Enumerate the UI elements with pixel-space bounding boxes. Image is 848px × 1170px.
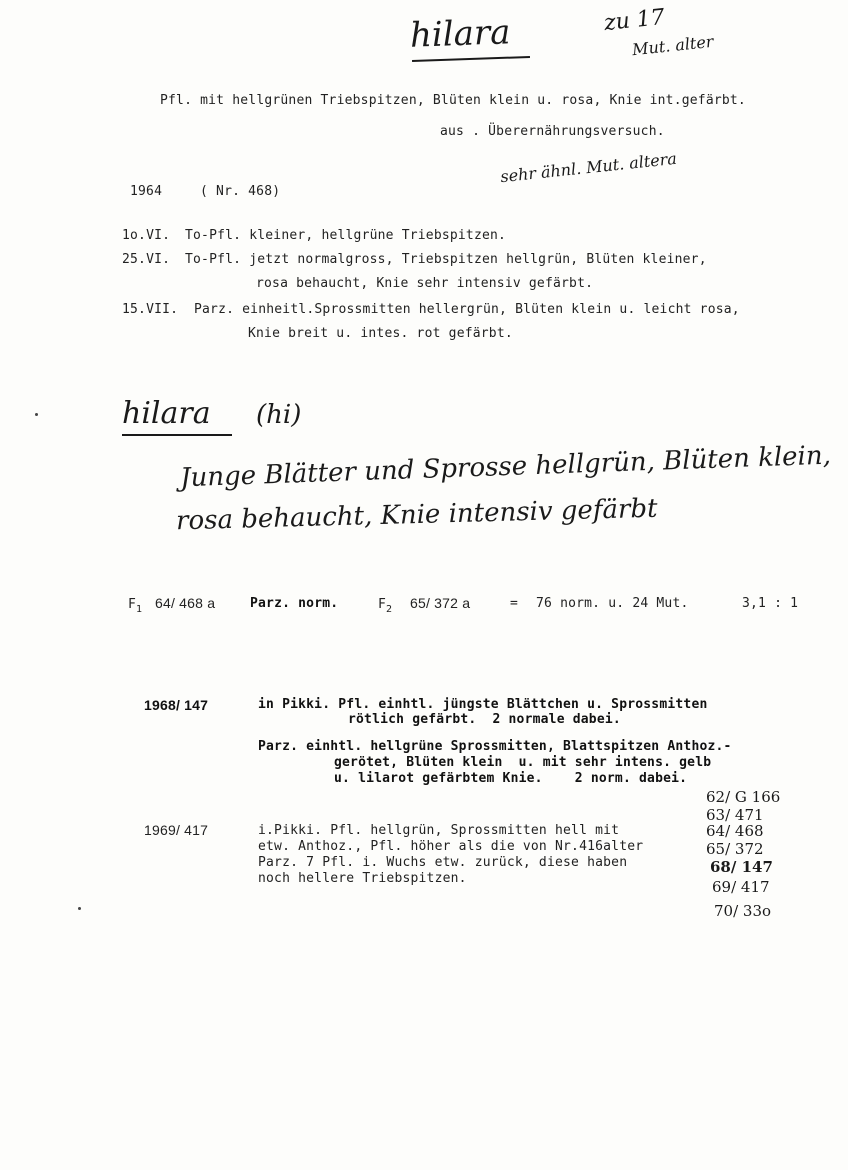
entry-id-1969: 1969/ 417 (144, 822, 209, 838)
year-1964: 1964 (130, 184, 163, 199)
entry-1969-line-4: noch hellere Triebspitzen. (258, 871, 467, 886)
handwritten-heading: hilara (122, 396, 211, 431)
f2-value: 65/ 372 a (410, 595, 471, 611)
f1-result: Parz. norm. (250, 596, 339, 611)
f2-result: 76 norm. u. 24 Mut. (536, 596, 689, 611)
f1-value: 64/ 468 a (155, 595, 216, 611)
entry-date: 15.VII. (122, 302, 179, 317)
handwritten-note-zu-17: zu 17 (602, 4, 666, 37)
description-line-1: Pfl. mit hellgrünen Triebspitzen, Blüten klein u. rosa, Knie int.gefärbt. (160, 93, 746, 108)
entry-id-1968: 1968/ 147 (144, 697, 209, 713)
heading-underline (122, 434, 232, 436)
margin-mark (35, 413, 38, 416)
margin-mark (78, 907, 81, 910)
reference-item: 68/ 147 (710, 858, 773, 876)
entry-text: rosa behaucht, Knie sehr intensiv gefärbt. (256, 276, 594, 291)
reference-item: 70/ 33o (714, 902, 772, 920)
handwritten-line-2: rosa behaucht, Knie intensiv gefärbt (175, 493, 658, 537)
handwritten-title: hilara (409, 12, 512, 56)
reference-item: 69/ 417 (712, 878, 770, 896)
entry-date: 1o.VI. (122, 228, 171, 243)
entry-1968-line-5: u. lilarot gefärbtem Knie. 2 norm. dabei. (334, 771, 688, 786)
entry-1968-line-1: in Pikki. Pfl. einhtl. jüngste Blättchen u. Sprossmitten (258, 697, 708, 712)
reference-item: 63/ 471 (706, 806, 764, 824)
f1-label: $F_1$ (128, 597, 143, 615)
reference-item: 62/ G 166 (706, 788, 781, 806)
entry-1968-line-2: rötlich gefärbt. 2 normale dabei. (348, 712, 621, 727)
entry-text: Parz. einheitl.Sprossmitten hellergrün, Blüten klein u. leicht rosa, (194, 302, 740, 317)
equals-sign: = (510, 596, 519, 611)
title-underline (412, 56, 530, 62)
description-line-2: aus . Überernährungsversuch. (440, 124, 665, 139)
entry-1969-line-1: i.Pikki. Pfl. hellgrün, Sprossmitten hell mit (258, 823, 620, 838)
ratio: 3,1 : 1 (742, 596, 799, 611)
f2-label: $F_2$ (378, 597, 393, 615)
entry-1968-line-3: Parz. einhtl. hellgrüne Sprossmitten, Blattspitzen Anthoz.- (258, 739, 732, 754)
nr-468: ( Nr. 468) (200, 184, 281, 199)
entry-1968-line-4: gerötet, Blüten klein u. mit sehr intens. gelb (334, 755, 712, 770)
reference-item: 65/ 372 (706, 840, 764, 858)
handwritten-abbr: (hi) (256, 400, 302, 430)
handwritten-note-similar: sehr ähnl. Mut. altera (499, 148, 678, 187)
entry-text: To-Pfl. jetzt normalgross, Triebspitzen hellgrün, Blüten kleiner, (185, 252, 707, 267)
handwritten-note-mut-alter: Mut. alter (631, 31, 715, 60)
entry-text: To-Pfl. kleiner, hellgrüne Triebspitzen. (185, 228, 507, 243)
entry-1969-line-3: Parz. 7 Pfl. i. Wuchs etw. zurück, diese haben (258, 855, 628, 870)
entry-date: 25.VI. (122, 252, 171, 267)
entry-text: Knie breit u. intes. rot gefärbt. (248, 326, 513, 341)
handwritten-line-1: Junge Blätter und Sprosse hellgrün, Blüten klein, (179, 440, 832, 494)
reference-item: 64/ 468 (706, 822, 764, 840)
entry-1969-line-2: etw. Anthoz., Pfl. höher als die von Nr.416alter (258, 839, 644, 854)
